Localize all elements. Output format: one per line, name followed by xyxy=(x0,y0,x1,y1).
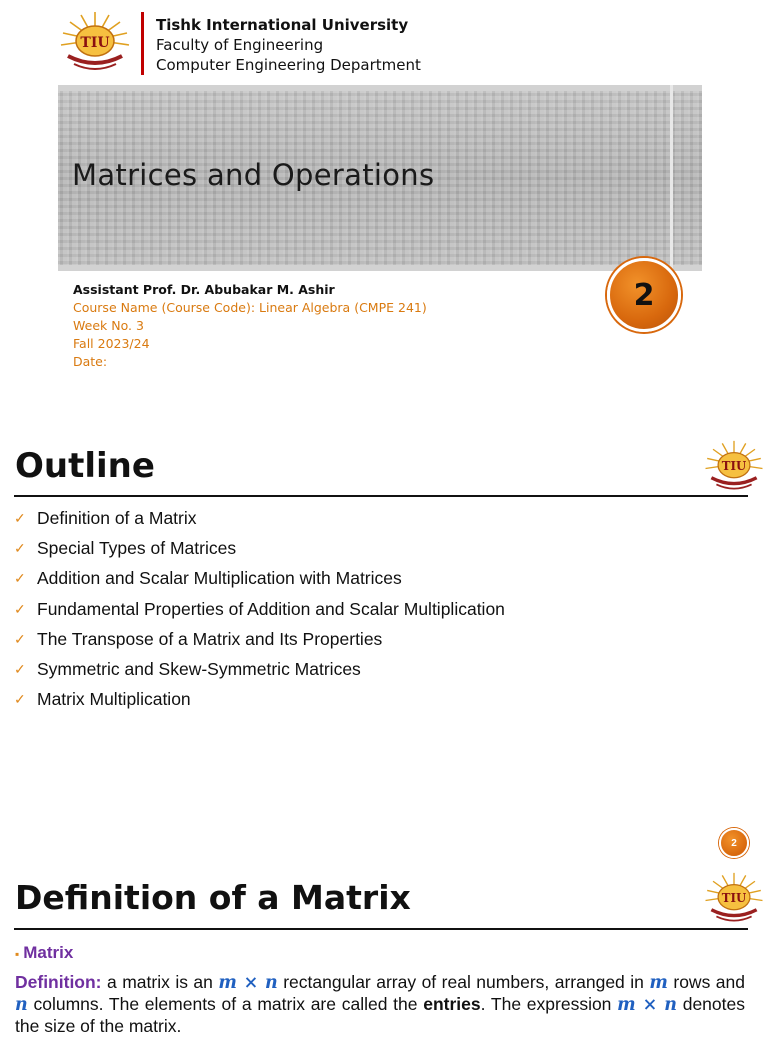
list-item: ✓ Special Types of Matrices xyxy=(14,537,237,558)
check-icon: ✓ xyxy=(14,630,26,647)
outline-list xyxy=(14,503,505,715)
square-bullet-icon: ▪ xyxy=(15,947,20,961)
title-underline xyxy=(14,495,748,497)
title-slide xyxy=(0,0,768,400)
title-underline xyxy=(14,928,748,930)
math-mxn-2: m × n xyxy=(617,995,677,1015)
list-item: ✓ The Transpose of a Matrix and Its Properties xyxy=(14,628,383,649)
department-name: Computer Engineering Department xyxy=(156,56,421,74)
math-mxn: m × n xyxy=(218,973,278,993)
definition-label: Definition: xyxy=(15,972,102,992)
course-info xyxy=(73,281,427,371)
date-label: Date: xyxy=(73,354,108,369)
list-item: ✓ Matrix Multiplication xyxy=(14,689,191,710)
check-icon: ✓ xyxy=(14,600,26,617)
term: Fall 2023/24 xyxy=(73,336,150,351)
check-icon: ✓ xyxy=(14,570,26,587)
list-item: ✓ Addition and Scalar Multiplication with Matrices xyxy=(14,568,402,589)
university-name: Tishk International University xyxy=(156,16,409,34)
author-name: Assistant Prof. Dr. Abubakar M. Ashir xyxy=(73,282,335,297)
banner-top-border xyxy=(58,85,702,91)
institution-block xyxy=(156,15,421,75)
matrix-heading: ▪ Matrix xyxy=(15,943,74,962)
check-icon: ✓ xyxy=(14,691,26,708)
tiu-logo-icon xyxy=(703,870,765,926)
banner-stripe xyxy=(670,85,673,271)
definition-paragraph: Definition: a matrix is an m × n rectangular array of real numbers, arranged in m rows and n columns. The elements of a matrix are called the entries. The expression m × n denotes the size of the matrix. xyxy=(15,972,745,1036)
slide-number-badge: 2 xyxy=(607,258,681,332)
course-name: Course Name (Course Code): Linear Algebra (CMPE 241) xyxy=(73,300,427,315)
outline-slide xyxy=(0,430,768,810)
svg-text:TIU: TIU xyxy=(721,891,747,906)
entries-term: entries xyxy=(423,994,481,1014)
header-divider xyxy=(141,12,144,75)
slide-title: Matrices and Operations xyxy=(72,158,435,192)
list-item: ✓ Fundamental Properties of Addition and Scalar Multiplication xyxy=(14,598,505,619)
check-icon: ✓ xyxy=(14,539,26,556)
math-m: m xyxy=(649,973,668,993)
faculty-name: Faculty of Engineering xyxy=(156,36,324,54)
check-icon: ✓ xyxy=(14,661,26,678)
definition-title: Definition of a Matrix xyxy=(15,878,411,917)
outline-title: Outline xyxy=(15,446,155,486)
svg-text:TIU: TIU xyxy=(721,459,747,474)
svg-text:TIU: TIU xyxy=(80,35,110,51)
banner-bottom-border xyxy=(58,265,702,271)
list-item: ✓ Symmetric and Skew-Symmetric Matrices xyxy=(14,659,361,680)
math-n: n xyxy=(15,995,28,1015)
tiu-logo-icon xyxy=(58,10,132,74)
check-icon: ✓ xyxy=(14,509,26,526)
week-number: Week No. 3 xyxy=(73,318,144,333)
definition-slide xyxy=(0,860,768,1036)
list-item: ✓ Definition of a Matrix xyxy=(14,507,197,528)
tiu-logo-icon xyxy=(703,438,765,494)
page-number-badge: 2 xyxy=(719,828,749,858)
